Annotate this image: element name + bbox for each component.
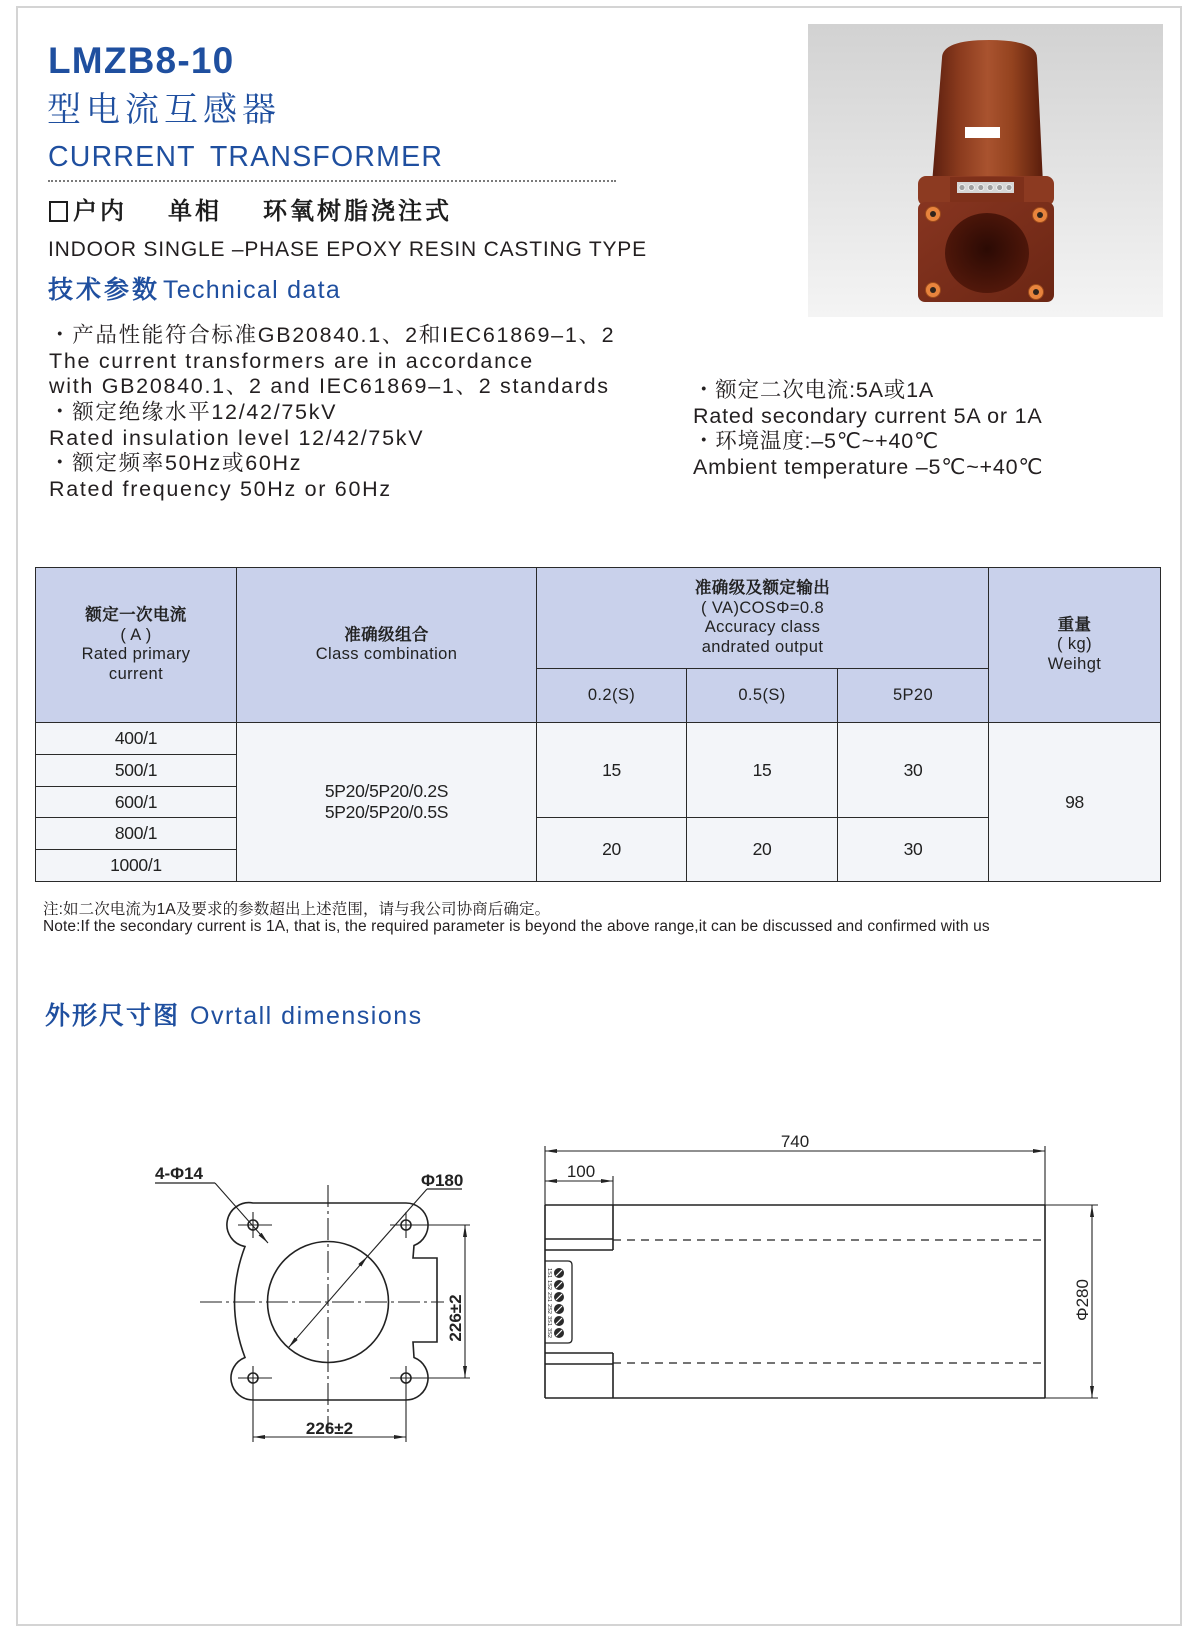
output-0-2s: 20: [537, 818, 687, 882]
header-class-combination: [237, 568, 537, 723]
terminal-screws-drawing: [554, 1268, 564, 1338]
terminal-label: 2S1: [546, 1292, 552, 1302]
header-line: ( VA)COSΦ=0.8: [700, 598, 825, 617]
product-photo: [808, 24, 1163, 317]
bolt-center: [930, 211, 936, 217]
product-title-cn: 型电流互感器: [47, 91, 281, 129]
output-5p20: 30: [838, 723, 989, 818]
product-model: LMZB8-10: [48, 40, 235, 81]
spec-line: Rated frequency 50Hz or 60Hz: [49, 477, 392, 502]
rated-primary-current: 400/1: [36, 723, 237, 755]
header-line: Weihgt: [1047, 654, 1102, 673]
dimension-drawings: [0, 1080, 1200, 1560]
spec-line: ・额定二次电流:5A或1A: [693, 378, 934, 402]
header-class-0-5s: 0.5(S): [687, 669, 838, 723]
terminal-labels: [546, 1268, 552, 1338]
type-single-phase-cn: 单相: [168, 198, 222, 225]
table-header-row: [36, 568, 1161, 669]
spec-list-left: [49, 323, 615, 503]
terminal-screw: [968, 185, 974, 191]
cylinder-body: [932, 40, 1043, 184]
rated-primary-current: 500/1: [36, 755, 237, 787]
hole-spacing-horizontal-label: 226±2: [305, 1419, 354, 1438]
header-line: 准确级组合: [344, 625, 429, 644]
header-line: Class combination: [315, 645, 458, 663]
spec-list-right: [693, 378, 1043, 481]
bolt-center: [1037, 212, 1043, 218]
weight-value: 98: [989, 723, 1161, 882]
type-epoxy-cn: 环氧树脂浇注式: [263, 198, 452, 225]
terminal-label: 1S2: [546, 1280, 552, 1290]
transformer-illustration: [808, 24, 1163, 317]
spec-line: The current transformers are in accordance: [49, 348, 534, 373]
header-class-0-2s: 0.2(S): [537, 669, 687, 723]
bore-opening: [945, 213, 1029, 293]
technical-data-heading-en: Technical data: [163, 276, 342, 304]
dimensions-heading-en: Ovrtall dimensions: [190, 1002, 423, 1030]
header-line: andrated output: [701, 637, 824, 656]
spec-line: ・产品性能符合标准GB20840.1、2和IEC61869–1、2: [49, 323, 616, 347]
flange-width-label: 100: [566, 1162, 596, 1181]
rated-primary-current: 800/1: [36, 818, 237, 850]
spec-table: [35, 567, 1161, 882]
nameplate-label: [965, 127, 1000, 138]
rated-primary-current: 1000/1: [36, 850, 237, 882]
header-accuracy-output: [537, 568, 989, 669]
output-0-5s: 20: [687, 818, 838, 882]
header-line: 额定一次电流: [85, 606, 187, 624]
header-line: Rated primary: [81, 645, 191, 663]
terminal-screw: [959, 185, 965, 191]
header-line: ( kg): [1057, 635, 1093, 654]
terminal-strip: [957, 182, 1014, 193]
type-indoor-cn: 户内: [73, 198, 127, 225]
bolt-center: [930, 287, 936, 293]
header-line: Accuracy class: [704, 618, 821, 636]
spec-line: ・额定频率50Hz或60Hz: [49, 451, 303, 476]
header-line: current: [108, 664, 164, 683]
output-5p20: 30: [838, 818, 989, 882]
bore-diameter-label: Φ180: [421, 1171, 464, 1190]
output-0-2s: 15: [537, 723, 687, 818]
spec-line: ・环境温度:–5℃~+40℃: [693, 429, 939, 454]
bore-leader-line: [368, 1189, 427, 1256]
product-title-en: CURRENT TRANSFORMER: [48, 141, 444, 173]
hole-spec-label: 4-Φ14: [155, 1164, 203, 1183]
hole-leader-line: [215, 1183, 268, 1243]
hole-spacing-vertical-label: 226±2: [446, 1294, 465, 1342]
front-view: [155, 1183, 470, 1442]
header-line: ( A ): [120, 625, 152, 644]
spec-line: Rated secondary current 5A or 1A: [693, 403, 1043, 428]
spec-line: Ambient temperature –5℃~+40℃: [693, 455, 1044, 480]
terminal-screw: [997, 185, 1003, 191]
terminal-screw: [978, 185, 984, 191]
output-0-5s: 15: [687, 723, 838, 818]
note-cn: 注:如二次电流为1A及要求的参数超出上述范围，请与我公司协商后确定。: [43, 901, 551, 918]
type-description-en: INDOOR SINGLE –PHASE EPOXY RESIN CASTING TYPE: [48, 238, 647, 261]
terminal-label: 2S2: [546, 1304, 552, 1314]
rated-primary-current: 600/1: [36, 787, 237, 818]
table-row: [36, 723, 1161, 755]
header-class-5p20: 5P20: [838, 669, 989, 723]
dimensions-heading-cn: 外形尺寸图: [45, 1002, 181, 1030]
header-line: 准确级及额定输出: [694, 579, 831, 597]
terminal-screw: [987, 185, 993, 191]
terminal-label: 1S1: [546, 1268, 552, 1278]
note-en: Note:If the secondary current is 1A, that is, the required parameter is beyond the above range,it can be discussed and confirmed with us: [43, 918, 990, 935]
header-weight: [989, 568, 1161, 723]
class-combination: 5P20/5P20/0.2S: [324, 781, 449, 801]
terminal-label: 3S1: [546, 1316, 552, 1326]
square-outline-icon: [49, 201, 68, 222]
body-diameter-label: Φ280: [1073, 1279, 1092, 1321]
dotted-divider: [48, 180, 616, 182]
class-combination-cell: [237, 723, 537, 882]
side-view: [545, 1146, 1098, 1398]
spec-line: ・额定绝缘水平12/42/75kV: [49, 400, 338, 425]
spec-line: Rated insulation level 12/42/75kV: [49, 425, 425, 450]
bolt-center: [1033, 289, 1039, 295]
spec-line: with GB20840.1、2 and IEC61869–1、2 standards: [49, 374, 610, 399]
header-rated-primary-current: [36, 568, 237, 723]
table-note: [43, 901, 990, 935]
class-combination: 5P20/5P20/0.5S: [324, 802, 449, 822]
overall-length-label: 740: [780, 1132, 810, 1151]
technical-data-heading-cn: 技术参数: [48, 276, 161, 304]
header-line: 重量: [1057, 615, 1092, 634]
terminal-label: 3S2: [546, 1328, 552, 1338]
terminal-screw: [1006, 185, 1012, 191]
